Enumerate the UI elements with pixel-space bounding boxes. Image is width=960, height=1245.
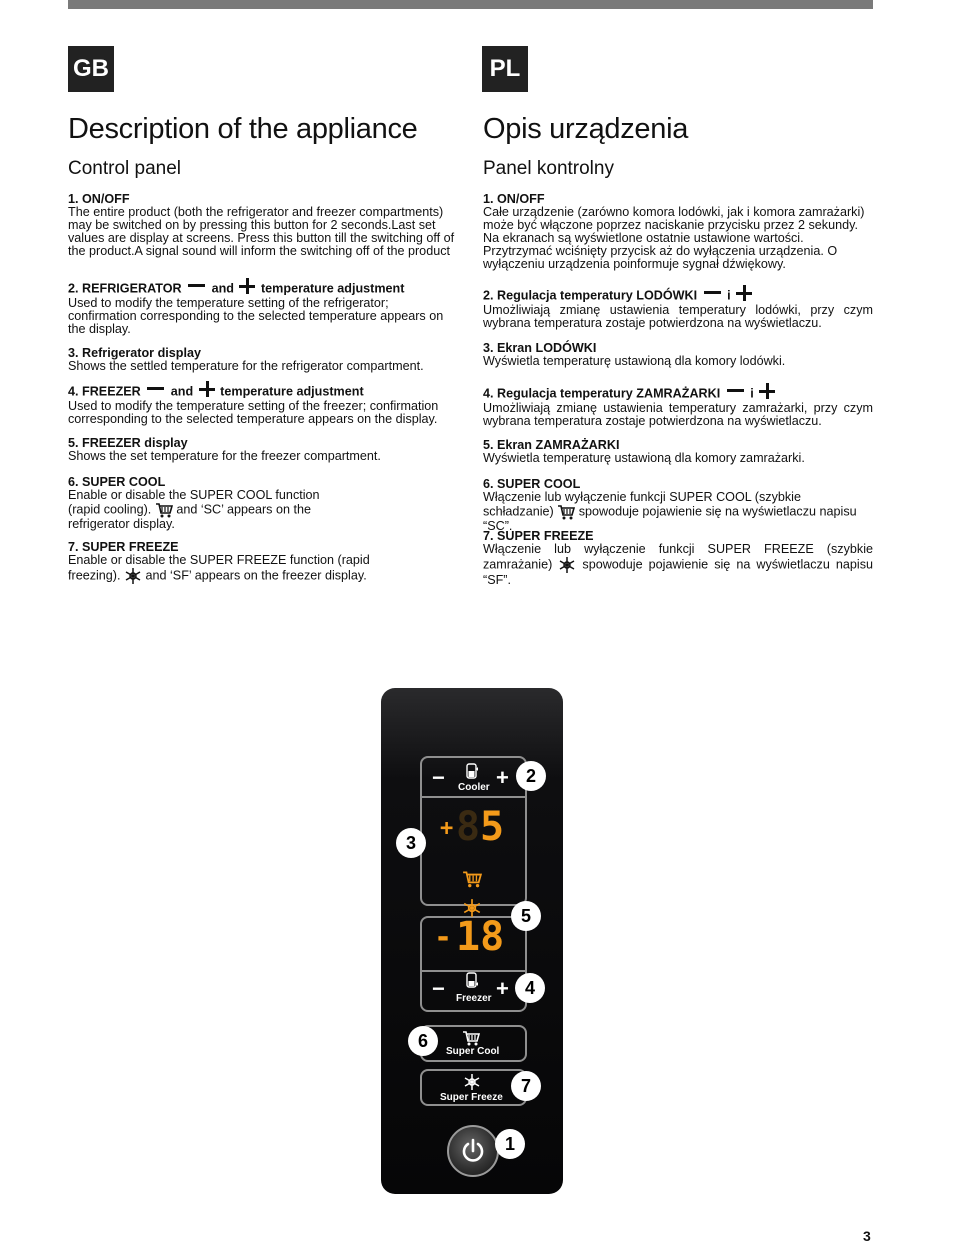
callout-3: 3	[396, 828, 426, 858]
pl-item-3-body: Wyświetla temperaturę ustawioną dla komory lodówki.	[483, 354, 786, 368]
gb-item-freezer-adjust	[68, 384, 460, 426]
fridge-temp-value: 5	[480, 804, 505, 850]
pl-item-6-title: 6. SUPER COOL	[483, 477, 581, 491]
gb-item-7-body	[68, 554, 373, 585]
shopping-cart-icon	[155, 502, 173, 518]
freezer-temp-value: 18	[456, 914, 505, 960]
pl-item-6-body-a: Włączenie lub wyłączenie funkcji SUPER COOL (szybkie schładzanie)	[483, 490, 801, 519]
freezer-display-zone	[420, 916, 527, 1012]
pl-item-1-title: 1. ON/OFF	[483, 192, 545, 206]
minus-icon	[147, 387, 164, 390]
plus-icon	[239, 278, 255, 294]
gb-item-6-body-a: Enable or disable the SUPER COOL function (rapid cooling).	[68, 488, 320, 517]
freezer-minus-button[interactable]: −	[432, 976, 445, 1001]
gb-item-7-body-b: and ‘SF’ appears on the freezer display.	[145, 568, 367, 583]
freezer-temp-sign: -	[434, 920, 453, 955]
pl-item-4-title-b: i	[750, 386, 754, 401]
pl-item-4-title	[483, 386, 873, 402]
pl-item-onoff	[483, 193, 873, 271]
gb-item-3-body: Shows the settled temperature for the refrigerator compartment.	[68, 359, 424, 373]
callout-1: 1	[495, 1129, 525, 1159]
gb-item-7-body-a: Enable or disable the SUPER FREEZE function (rapid freezing).	[68, 553, 370, 583]
gb-item-1-title: 1. ON/OFF	[68, 192, 130, 206]
pl-column	[483, 112, 873, 612]
gb-item-2-title-b: and	[211, 281, 234, 296]
pl-item-4-body: Umożliwiają zmianę ustawienia temperatury zamrażarki, przy czym wybrana temperatura zostaje potwierdzona na wyświetlaczu.	[483, 401, 873, 428]
pl-section-title: Panel kontrolny	[483, 158, 614, 179]
gb-item-refrigerator-display	[68, 347, 460, 373]
gb-item-1-body: The entire product (both the refrigerator and freezer compartments) may be switched on by pressing this button for 2 seconds.Last set values are display at screens. Press this button till the switching off of the product.A signal sound will inform the switching off of the product	[68, 205, 455, 258]
fridge-plus-button[interactable]: +	[496, 765, 509, 790]
callout-5: 5	[511, 901, 541, 931]
gb-item-super-freeze	[68, 541, 373, 585]
plus-icon	[736, 285, 752, 301]
gb-item-3-title: 3. Refrigerator display	[68, 346, 201, 360]
minus-icon	[727, 389, 744, 392]
gb-item-5-title: 5. FREEZER display	[68, 436, 188, 450]
pl-item-6-body	[483, 491, 875, 533]
gb-column	[68, 112, 460, 612]
power-icon	[460, 1138, 486, 1164]
gb-item-freezer-display	[68, 437, 460, 463]
gb-item-5-body: Shows the set temperature for the freezer compartment.	[68, 449, 381, 463]
gb-item-super-cool	[68, 476, 330, 531]
gb-item-7-title: 7. SUPER FREEZE	[68, 540, 179, 554]
pl-item-refrigerator-adjust	[483, 288, 873, 330]
gb-item-4-title	[68, 384, 460, 400]
super-cool-indicator-icon	[462, 870, 482, 888]
minus-icon	[188, 284, 205, 287]
pl-item-2-title-b: i	[727, 288, 731, 303]
fridge-minus-button[interactable]: −	[432, 765, 445, 790]
pl-item-5-body: Wyświetla temperaturę ustawioną dla komory zamrażarki.	[483, 451, 805, 465]
fridge-temp-ghost-digit: 8	[456, 804, 481, 850]
pl-item-5-title: 5. Ekran ZAMRAŻARKI	[483, 438, 620, 452]
page-number: 3	[863, 1228, 871, 1244]
fridge-temp-sign: +	[440, 816, 454, 841]
super-freeze-label: Super Freeze	[440, 1092, 503, 1103]
gb-item-2-body: Used to modify the temperature setting of the refrigerator; confirmation corresponding to the selected temperature appears on the display.	[68, 296, 444, 336]
gb-item-4-title-a: 4. FREEZER	[68, 384, 141, 399]
pl-item-4-title-a: 4. Regulacja temperatury ZAMRAŻARKI	[483, 386, 721, 401]
shopping-cart-icon	[462, 1030, 480, 1046]
pl-item-freezer-adjust	[483, 386, 873, 428]
shopping-cart-icon	[557, 504, 575, 520]
power-button[interactable]	[447, 1125, 499, 1177]
pl-item-7-body	[483, 543, 873, 587]
snowflake-icon	[463, 1073, 481, 1091]
freezer-plus-button[interactable]: +	[496, 976, 509, 1001]
callout-6: 6	[408, 1026, 438, 1056]
gb-item-4-title-b: and	[170, 384, 194, 399]
callout-2: 2	[516, 761, 546, 791]
snowflake-icon	[558, 556, 576, 574]
gb-item-onoff	[68, 193, 460, 258]
callout-4: 4	[515, 973, 545, 1003]
pl-page-title: Opis urządzenia	[483, 113, 689, 145]
gb-item-2-title-c: temperature adjustment	[260, 281, 405, 296]
gb-item-6-body-b: and ‘SC’ appears on the refrigerator display.	[68, 502, 311, 531]
gb-item-6-title: 6. SUPER COOL	[68, 475, 166, 489]
refrigerator-display-zone	[420, 756, 527, 906]
freezer-label: Freezer	[456, 993, 492, 1004]
divider	[422, 796, 525, 798]
gb-section-title: Control panel	[68, 158, 182, 179]
top-rule	[68, 0, 873, 9]
pl-language-badge: PL	[482, 46, 528, 92]
gb-item-4-title-c: temperature adjustment	[220, 384, 364, 399]
plus-icon	[759, 383, 775, 399]
pl-item-7-title: 7. SUPER FREEZE	[483, 529, 594, 543]
super-cool-label: Super Cool	[446, 1046, 500, 1057]
gb-language-badge: GB	[68, 46, 114, 92]
callout-7: 7	[511, 1071, 541, 1101]
snowflake-icon	[124, 567, 142, 585]
pl-item-freezer-display	[483, 439, 873, 465]
gb-item-6-body	[68, 489, 330, 531]
gb-item-4-body: Used to modify the temperature setting of the freezer; confirmation corresponding to the selected temperature appears on the display.	[68, 399, 439, 426]
pl-item-3-title: 3. Ekran LODÓWKI	[483, 341, 597, 355]
pl-item-super-freeze	[483, 530, 873, 587]
pl-item-2-body: Umożliwiają zmianę ustawienia temperatury lodówki, przy czym wybrana temperatura zostaje potwierdzona na wyświetlaczu.	[483, 303, 873, 330]
pl-item-7-body-b: spowoduje pojawienie się na wyświetlaczu napisu “SF”.	[483, 557, 874, 587]
pl-item-2-title	[483, 288, 873, 304]
gb-page-title: Description of the appliance	[68, 113, 418, 145]
control-panel-illustration	[381, 688, 563, 1194]
pl-item-super-cool	[483, 478, 875, 533]
pl-item-1-body: Całe urządzenie (zarówno komora lodówki, jak i komora zamrażarki) może być włączone poprzez naciskanie przycisku przez 2 sekundy. Na ekranach są wyświetlone ostatnie ustawione wartości. Przytrzymać wciśnięty przycisk aż do wyłączenia urządzenia. O wyłączeniu urządzenia poinformuje sygnał dźwiękowy.	[483, 205, 865, 271]
refrigerator-icon	[466, 763, 480, 779]
gb-item-2-title	[68, 281, 453, 297]
pl-item-refrigerator-display	[483, 342, 873, 368]
plus-icon	[199, 381, 215, 397]
cooler-label: Cooler	[458, 782, 490, 793]
pl-item-7-body-a: Włączenie lub wyłączenie funkcji SUPER FREEZE (szybkie zamrażanie)	[483, 542, 873, 572]
gb-item-refrigerator-adjust	[68, 281, 453, 336]
minus-icon	[704, 291, 721, 294]
pl-item-2-title-a: 2. Regulacja temperatury LODÓWKI	[483, 288, 698, 303]
freezer-icon	[466, 972, 480, 988]
gb-item-2-title-a: 2. REFRIGERATOR	[68, 281, 182, 296]
pl-item-6-body-b: spowoduje pojawienie się na wyświetlaczu napisu “SC”.	[483, 504, 857, 533]
